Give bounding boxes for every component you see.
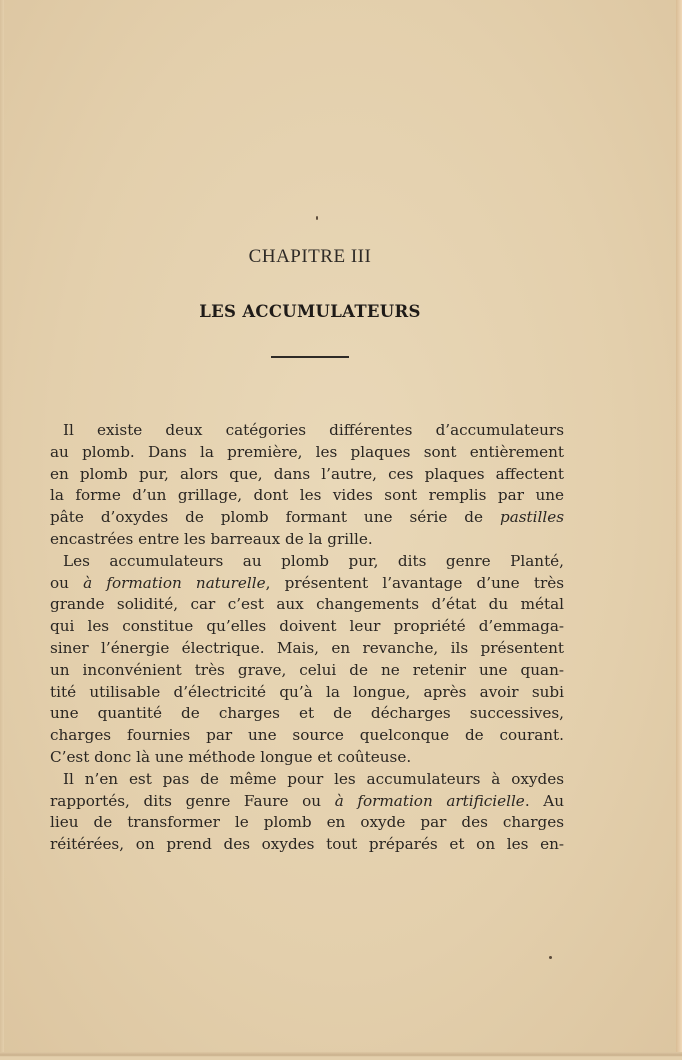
ink-speck	[549, 956, 552, 959]
paragraph-1	[50, 420, 564, 551]
body-text	[50, 420, 564, 856]
text-line: C’est donc là une méthode longue et coûteuse.	[50, 747, 412, 766]
text-line: encastrées entre les barreaux de la grille.	[50, 529, 373, 548]
page-bottom-edge	[0, 1052, 682, 1060]
text-line: au plomb. Dans la première, les plaques sont entièrement	[50, 442, 564, 461]
text-line: grande solidité, car c’est aux changements d’état du métal	[50, 595, 564, 614]
chapter-title: LES ACCUMULATEURS	[199, 302, 421, 321]
text-line: la forme d’un grillage, dont les vides sont remplis par une	[50, 486, 564, 505]
page-left-edge	[0, 0, 4, 1060]
text-line: Les accumulateurs au plomb pur, dits genre Planté,	[63, 551, 564, 570]
text-line: ou à formation naturelle, présentent l’avantage d’une très	[50, 573, 564, 592]
page-right-edge	[676, 0, 682, 1060]
italic-term: à formation artificielle	[334, 791, 525, 810]
text-line: en plomb pur, alors que, dans l’autre, ces plaques affectent	[50, 464, 564, 483]
italic-term: pastilles	[499, 508, 564, 527]
text-line: Il existe deux catégories différentes d’accumulateurs	[63, 421, 564, 439]
text-line: une quantité de charges et de décharges successives,	[50, 704, 564, 723]
text-line: réitérées, on prend des oxydes tout préparés et on les en-	[50, 835, 564, 854]
chapter-number: CHAPITRE III	[248, 246, 372, 267]
ink-speck	[316, 216, 318, 220]
text-line: un inconvénient très grave, celui de ne retenir une quan-	[50, 660, 564, 679]
text-line: Il n’en est pas de même pour les accumulateurs à oxydes	[63, 769, 564, 788]
italic-term: à formation naturelle	[83, 573, 266, 592]
text-line: lieu de transformer le plomb en oxyde par des charges	[50, 813, 564, 832]
text-line: qui les constitue qu’elles doivent leur propriété d’emmaga-	[50, 617, 564, 636]
text-line: pâte d’oxydes de plomb formant une série de pastilles	[50, 508, 564, 527]
paragraph-2	[50, 551, 564, 769]
paragraph-3	[50, 769, 564, 856]
text-line: siner l’énergie électrique. Mais, en revanche, ils présentent	[50, 638, 564, 657]
title-divider	[271, 356, 349, 358]
text-line: tité utilisable d’électricité qu’à la longue, après avoir subi	[50, 682, 564, 701]
text-line: charges fournies par une source quelconque de courant.	[50, 726, 564, 745]
text-line: rapportés, dits genre Faure ou à formation artificielle. Au	[50, 791, 565, 810]
